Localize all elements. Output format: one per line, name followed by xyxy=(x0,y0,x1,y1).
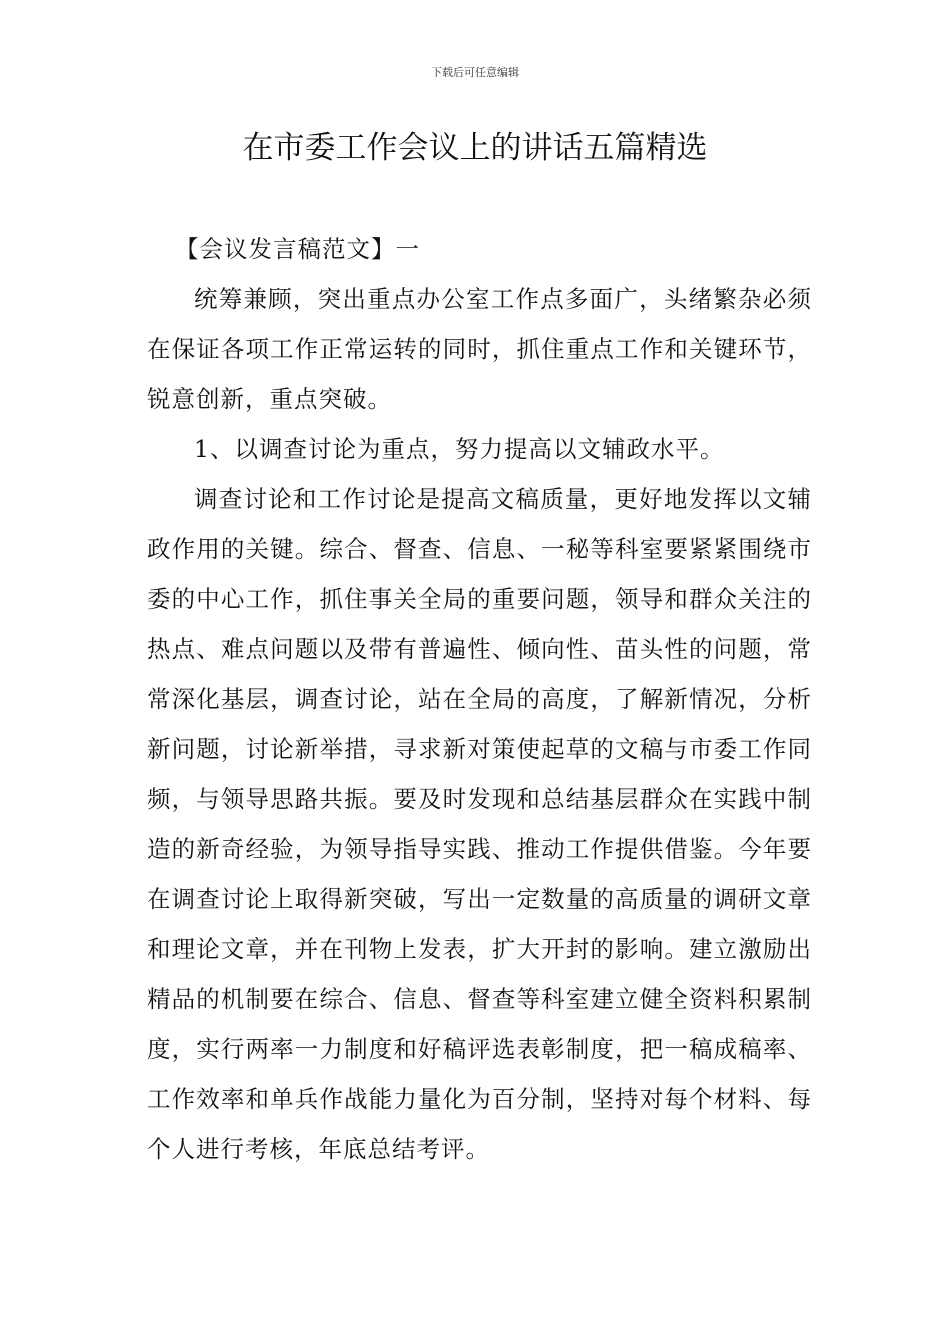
paragraph-research: 调查讨论和工作讨论是提高文稿质量，更好地发挥以文辅政作用的关键。综合、督查、信息、一秘等科室要紧紧围绕市委的中心工作，抓住事关全局的重要问题，领导和群众关注的热点、难点问题以及带有普遍性、倾向性、苗头性的问题，常常深化基层，调查讨论，站在全局的高度，了解新情况，分析新问题，讨论新举措，寻求新对策使起草的文稿与市委工作同频，与领导思路共振。要及时发现和总结基层群众在实践中制造的新奇经验，为领导指导实践、推动工作提供借鉴。今年要在调查讨论上取得新突破，写出一定数量的高质量的调研文章和理论文章，并在刊物上发表，扩大开封的影响。建立激励出精品的机制要在综合、信息、督查等科室建立健全资料积累制度，实行两率一力制度和好稿评选表彰制度，把一稿成稿率、工作效率和单兵作战能力量化为百分制，坚持对每个材料、每个人进行考核，年底总结考评。 xyxy=(147,485,812,1163)
section-label: 【会议发言稿范文】一 xyxy=(175,235,420,263)
document-body xyxy=(147,224,812,1174)
paragraph-intro: 统筹兼顾，突出重点办公室工作点多面广，头绪繁杂必须在保证各项工作正常运转的同时，抓住重点工作和关键环节，锐意创新，重点突破。 xyxy=(147,285,812,413)
paragraph-point-1: 1、以调查讨论为重点，努力提高以文辅政水平。 xyxy=(194,435,725,463)
document-title: 在市委工作会议上的讲话五篇精选 xyxy=(242,130,708,166)
header-note: 下载后可任意编辑 xyxy=(431,66,519,79)
